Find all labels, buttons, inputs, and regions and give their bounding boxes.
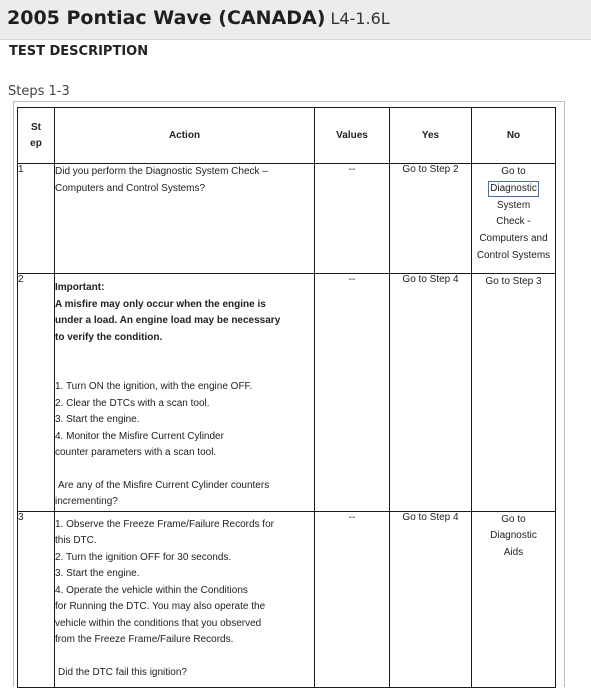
step-action bbox=[55, 274, 315, 512]
section-title: TEST DESCRIPTION bbox=[9, 44, 149, 59]
table-row bbox=[18, 511, 556, 687]
yes-action: Go to Step 4 bbox=[390, 274, 472, 512]
step-instructions bbox=[55, 517, 314, 649]
diagnostic-link[interactable]: Diagnostic bbox=[488, 181, 539, 197]
instruction-item: 4. Operate the vehicle within the Conditions bbox=[55, 584, 248, 596]
page-header bbox=[0, 0, 591, 40]
instruction-item: 1. Observe the Freeze Frame/Failure Records for bbox=[55, 518, 274, 530]
table-row bbox=[18, 164, 556, 274]
step-values: -- bbox=[315, 164, 390, 274]
no-text: System bbox=[496, 199, 531, 211]
step-number: 3 bbox=[18, 511, 55, 687]
diagnostic-steps-table bbox=[17, 107, 556, 688]
no-action bbox=[472, 511, 556, 687]
step-action bbox=[55, 164, 315, 274]
instruction-item: vehicle within the conditions that you observed bbox=[55, 617, 262, 629]
instruction-item: 1. Turn ON the ignition, with the engine OFF. bbox=[55, 381, 253, 392]
step-number: 2 bbox=[18, 274, 55, 512]
yes-action: Go to Step 2 bbox=[390, 164, 472, 274]
instruction-item: counter parameters with a scan tool. bbox=[55, 447, 217, 458]
no-text: Go to bbox=[501, 166, 526, 177]
instruction-item: from the Freeze Frame/Failure Records. bbox=[55, 634, 234, 645]
no-text: Diagnostic bbox=[490, 530, 537, 542]
instruction-item: 2. Turn the ignition OFF for 30 seconds. bbox=[55, 551, 232, 563]
step-question: incrementing? bbox=[55, 496, 118, 507]
page-title: 2005 Pontiac Wave (CANADA) bbox=[7, 7, 326, 29]
no-text: Aids bbox=[503, 547, 524, 559]
no-action: Go to Step 3 bbox=[472, 274, 556, 512]
table-row bbox=[18, 274, 556, 512]
no-column-header: No bbox=[472, 108, 556, 164]
step-header-line1: St bbox=[31, 121, 41, 133]
important-note: under a load. An engine load may be necessary bbox=[55, 315, 281, 326]
engine-label: L4-1.6L bbox=[330, 9, 390, 28]
step-question: Are any of the Misfire Current Cylinder counters bbox=[58, 479, 270, 491]
important-label: Important: bbox=[55, 282, 105, 293]
step-question: Did the DTC fail this ignition? bbox=[58, 666, 187, 678]
important-note: A misfire may only occur when the engine is bbox=[55, 298, 266, 310]
step-header-line2: ep bbox=[30, 137, 42, 149]
instruction-item: 2. Clear the DTCs with a scan tool. bbox=[55, 397, 210, 409]
action-column-header: Action bbox=[55, 108, 315, 164]
steps-label: Steps 1-3 bbox=[8, 84, 70, 99]
action-text: Computers and Control Systems? bbox=[55, 182, 206, 194]
no-text: Go to bbox=[501, 513, 526, 525]
step-values: -- bbox=[315, 274, 390, 512]
step-values: -- bbox=[315, 511, 390, 687]
yes-column-header: Yes bbox=[390, 108, 472, 164]
instruction-item: for Running the DTC. You may also operate the bbox=[55, 601, 266, 612]
yes-action: Go to Step 4 bbox=[390, 511, 472, 687]
no-text: Computers and bbox=[479, 233, 548, 245]
no-text: Check - bbox=[496, 216, 531, 228]
instruction-item: 3. Start the engine. bbox=[55, 568, 140, 579]
step-column-header bbox=[18, 108, 55, 164]
no-text: Control Systems bbox=[476, 249, 551, 261]
important-note: to verify the condition. bbox=[55, 331, 163, 343]
action-text: Did you perform the Diagnostic System Check – bbox=[55, 166, 268, 177]
values-column-header: Values bbox=[315, 108, 390, 164]
instruction-item: 3. Start the engine. bbox=[55, 414, 140, 425]
instruction-item: this DTC. bbox=[55, 535, 97, 546]
step-number: 1 bbox=[18, 164, 55, 274]
step-instructions bbox=[55, 379, 314, 462]
step-action bbox=[55, 511, 315, 687]
table-header-row bbox=[18, 108, 556, 164]
instruction-item: 4. Monitor the Misfire Current Cylinder bbox=[55, 430, 224, 442]
no-action bbox=[472, 164, 556, 274]
